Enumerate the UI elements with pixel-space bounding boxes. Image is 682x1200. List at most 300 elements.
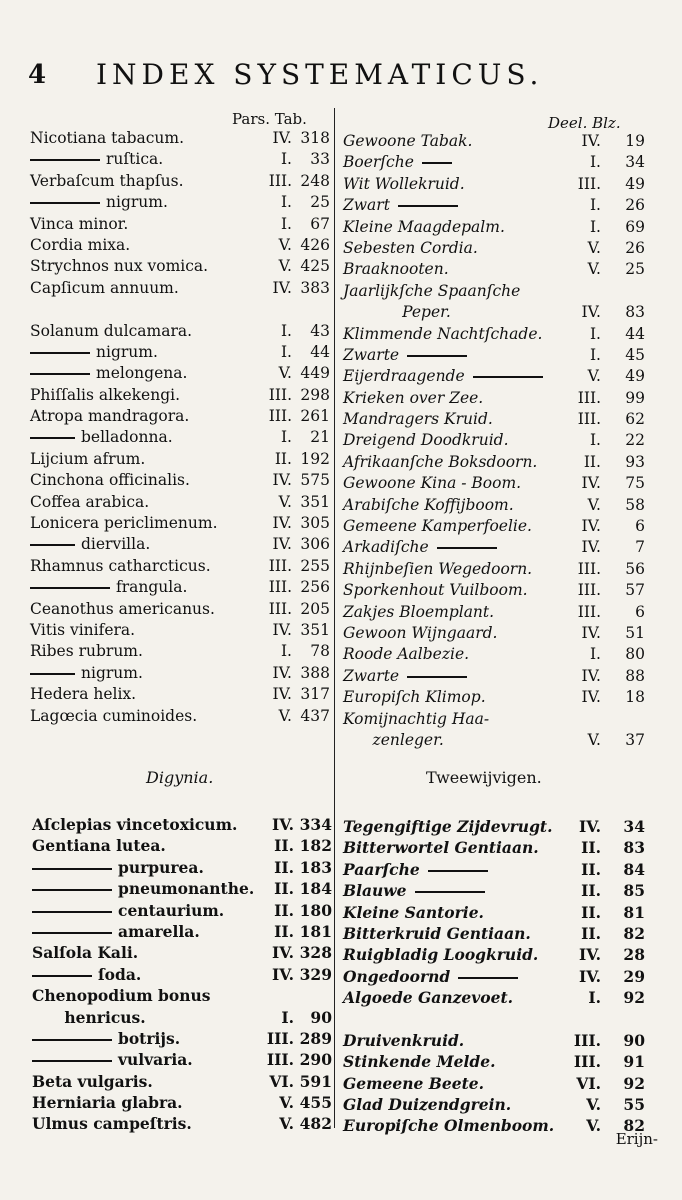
entry-text: Kleine Maagdepalm. xyxy=(343,217,505,236)
dutch-entry-name xyxy=(343,944,538,965)
index-entry xyxy=(30,470,330,491)
index-entry xyxy=(343,495,663,516)
latin-entry-name xyxy=(30,363,187,384)
dutch-entry-plate: 6 xyxy=(635,602,645,621)
index-entry xyxy=(32,1113,332,1134)
dutch-entry-plate: 28 xyxy=(623,945,645,965)
latin-entry-plate: 33 xyxy=(310,150,330,169)
latin-entry-name xyxy=(30,577,187,598)
latin-entry-plate: 43 xyxy=(310,321,330,340)
latin-entry-plate: 90 xyxy=(310,1007,332,1027)
digynia-dutch-list xyxy=(343,816,663,1137)
latin-entry-plate: 305 xyxy=(300,514,330,533)
latin-entry-name xyxy=(30,149,163,170)
index-entry xyxy=(343,174,663,195)
dutch-entry-part: IV. xyxy=(581,688,601,707)
latin-entry-name xyxy=(30,342,158,363)
dutch-entry-part: V. xyxy=(587,730,601,749)
entry-text: Tegengiftige Zijdevrugt. xyxy=(343,817,553,836)
latin-entry-part: V. xyxy=(279,1114,294,1134)
dutch-entry-part: II. xyxy=(581,881,601,901)
dutch-entry-name xyxy=(343,281,520,302)
dutch-entry-name xyxy=(343,259,449,280)
latin-entry-part: IV. xyxy=(272,663,292,682)
index-entry xyxy=(343,1051,663,1072)
ditto-dash xyxy=(32,975,92,977)
ditto-dash xyxy=(473,376,543,378)
index-entry xyxy=(30,299,330,320)
dutch-entry-plate: 62 xyxy=(625,410,645,429)
dutch-entry-name xyxy=(343,1073,484,1094)
latin-entry-name xyxy=(30,684,136,705)
latin-entry-name xyxy=(30,256,208,277)
dutch-entry-plate: 29 xyxy=(623,966,645,986)
entry-text: Kleine Santorie. xyxy=(343,902,484,922)
dutch-entry-part: II. xyxy=(583,452,601,471)
dutch-entry-part: III. xyxy=(577,559,601,578)
entry-text: Gewoone Kina - Boom. xyxy=(343,474,522,493)
index-entry xyxy=(32,942,332,963)
latin-entry-plate: 25 xyxy=(310,193,330,212)
ditto-dash xyxy=(422,162,452,164)
dutch-entry-part: V. xyxy=(587,495,601,514)
index-entry xyxy=(30,492,330,513)
dutch-entry-name xyxy=(343,730,444,751)
entry-text: Atropa mandragora. xyxy=(30,407,190,426)
entry-text: Lijcium afrum. xyxy=(30,449,146,468)
dutch-entry-name xyxy=(343,324,542,345)
ditto-dash xyxy=(30,373,90,375)
entry-text: belladonna. xyxy=(81,428,173,447)
index-entry xyxy=(30,513,330,534)
dutch-entry-plate: 80 xyxy=(625,645,645,664)
index-entry xyxy=(343,1094,663,1115)
ditto-dash xyxy=(32,1060,112,1062)
entry-text: Rhamnus catharcticus. xyxy=(30,556,211,575)
index-entry xyxy=(343,152,663,173)
latin-entry-plate: 351 xyxy=(300,492,330,511)
latin-entry-part: VI. xyxy=(269,1071,294,1091)
latin-entry-name xyxy=(30,534,150,555)
latin-entry-name xyxy=(32,1007,146,1028)
latin-entry-part: IV. xyxy=(272,815,294,834)
index-entry xyxy=(343,580,663,601)
index-entry xyxy=(30,641,330,662)
dutch-entry-plate: 92 xyxy=(623,1073,645,1093)
entry-text: Solanum dulcamara. xyxy=(30,321,193,340)
page-number: 4 xyxy=(28,60,47,90)
latin-entry-part: V. xyxy=(278,706,292,725)
entry-text: henricus. xyxy=(32,1007,146,1027)
dutch-entry-name xyxy=(343,217,505,238)
index-entry xyxy=(343,602,663,623)
latin-entry-name xyxy=(32,814,237,835)
dutch-entry-part: V. xyxy=(587,238,601,257)
dutch-entry-part: I. xyxy=(589,153,601,172)
latin-entry-plate: 329 xyxy=(299,964,332,984)
dutch-entry-name xyxy=(343,623,497,644)
dutch-entry-name xyxy=(343,473,521,494)
dutch-entry-plate: 26 xyxy=(625,238,645,257)
latin-entry-plate: 317 xyxy=(300,685,330,704)
latin-entry-name xyxy=(32,900,224,921)
latin-entry-name xyxy=(30,278,179,299)
dutch-entry-name xyxy=(343,1094,511,1115)
dutch-entry-name xyxy=(343,644,469,665)
dutch-entry-part: V. xyxy=(587,367,601,386)
index-entry xyxy=(343,516,663,537)
latin-entry-part: III. xyxy=(268,171,292,190)
dutch-entry-name xyxy=(343,495,514,516)
dutch-entry-plate: 34 xyxy=(625,153,645,172)
dutch-entry-name xyxy=(343,174,465,195)
index-entry xyxy=(343,217,663,238)
dutch-entry-part: IV. xyxy=(579,817,601,836)
section-heading-digynia: Digynia. xyxy=(146,768,214,787)
section-heading-tweewijvigen: Tweewijvigen. xyxy=(426,768,542,787)
dutch-entry-part: I. xyxy=(589,217,601,236)
dutch-entry-plate: 34 xyxy=(623,817,645,836)
latin-entry-name xyxy=(30,427,173,448)
latin-entry-plate: 182 xyxy=(299,836,332,856)
dutch-entry-name xyxy=(343,345,473,366)
catchword: Erijn- xyxy=(615,1130,658,1148)
index-entry xyxy=(32,878,332,899)
latin-entry-part: II. xyxy=(274,879,294,899)
index-entry xyxy=(32,1007,332,1028)
entry-text: Paarſche xyxy=(343,859,420,879)
entry-text: ſoda. xyxy=(98,964,142,984)
index-entry xyxy=(343,452,663,473)
index-entry xyxy=(343,859,663,880)
index-entry xyxy=(343,966,663,987)
latin-entry-plate: 248 xyxy=(300,171,330,190)
dutch-entry-name xyxy=(343,302,451,323)
index-entry xyxy=(343,666,663,687)
dutch-entry-plate: 25 xyxy=(625,260,645,279)
index-entry xyxy=(30,427,330,448)
entry-text: Gewoon Wijngaard. xyxy=(343,623,498,642)
index-entry xyxy=(343,816,663,837)
latin-entry-part: II. xyxy=(274,836,294,856)
latin-entry-plate: 449 xyxy=(300,364,330,383)
latin-entry-name xyxy=(32,1092,183,1113)
entry-text: Mandragers Kruid. xyxy=(343,410,493,429)
index-entry xyxy=(343,195,663,216)
dutch-entry-name xyxy=(343,902,484,923)
latin-entry-name xyxy=(30,321,192,342)
dutch-entry-plate: 82 xyxy=(623,923,645,943)
ditto-dash xyxy=(458,977,518,979)
latin-entry-plate: 290 xyxy=(299,1050,332,1070)
ditto-dash xyxy=(32,1039,112,1041)
latin-entry-part: IV. xyxy=(272,685,292,704)
ditto-dash xyxy=(30,587,110,589)
entry-text: centaurium. xyxy=(118,900,225,920)
dutch-entry-plate: 18 xyxy=(625,688,645,707)
latin-entry-part: IV. xyxy=(272,278,292,297)
index-entry xyxy=(32,1049,332,1070)
dutch-entry-name xyxy=(343,452,537,473)
index-entry xyxy=(343,409,663,430)
entry-text: Lonicera periclimenum. xyxy=(30,514,218,533)
monogynia-dutch-list xyxy=(343,131,663,751)
dutch-entry-plate: 45 xyxy=(625,345,645,364)
entry-text: Blauwe xyxy=(343,881,407,901)
entry-text: Lagœcia cuminoides. xyxy=(30,706,198,725)
index-entry xyxy=(30,684,330,705)
entry-text: Capſicum annuum. xyxy=(30,278,179,297)
latin-entry-part: II. xyxy=(274,900,294,920)
dutch-entry-part: IV. xyxy=(579,945,601,965)
latin-entry-part: III. xyxy=(268,578,292,597)
index-entry xyxy=(343,1030,663,1051)
entry-text: Chenopodium bonus xyxy=(32,986,211,1006)
latin-entry-part: IV. xyxy=(272,943,294,963)
index-entry xyxy=(30,599,330,620)
dutch-entry-plate: 44 xyxy=(625,324,645,343)
dutch-entry-part: III. xyxy=(577,388,601,407)
dutch-entry-plate: 7 xyxy=(635,538,645,557)
latin-entry-plate: 351 xyxy=(300,620,330,639)
entry-text: Ceanothus americanus. xyxy=(30,599,215,618)
dutch-entry-part: I. xyxy=(589,345,601,364)
index-entry xyxy=(343,259,663,280)
latin-entry-plate: 78 xyxy=(310,642,330,661)
index-entry xyxy=(30,256,330,277)
index-entry xyxy=(30,278,330,299)
index-entry xyxy=(30,406,330,427)
dutch-entry-name xyxy=(343,152,458,173)
dutch-entry-plate: 55 xyxy=(623,1095,645,1115)
entry-text: Klimmende Nachtſchade. xyxy=(343,324,543,343)
latin-entry-plate: 44 xyxy=(310,342,330,361)
index-entry xyxy=(30,577,330,598)
index-entry xyxy=(343,302,663,323)
index-entry xyxy=(343,923,663,944)
index-entry xyxy=(32,1028,332,1049)
entry-text: Gemeene Kamperfoelie. xyxy=(343,517,532,536)
entry-text: Jaarlijkſche Spaanſche xyxy=(343,281,521,300)
latin-entry-name xyxy=(30,492,149,513)
dutch-entry-plate: 49 xyxy=(625,367,645,386)
latin-entry-part: I. xyxy=(280,150,292,169)
latin-entry-part: I. xyxy=(280,342,292,361)
dutch-entry-plate: 91 xyxy=(623,1052,645,1072)
entry-text: Dreigend Doodkruid. xyxy=(343,431,509,450)
index-entry xyxy=(343,430,663,451)
dutch-entry-part: I. xyxy=(589,645,601,664)
dutch-entry-plate: 83 xyxy=(625,303,645,322)
entry-text: Sporkenhout Vuilboom. xyxy=(343,581,528,600)
latin-entry-part: III. xyxy=(268,556,292,575)
index-entry xyxy=(30,534,330,555)
index-entry xyxy=(343,837,663,858)
dutch-entry-plate: 82 xyxy=(623,1116,645,1136)
dutch-entry-part: I. xyxy=(589,324,601,343)
latin-entry-part: IV. xyxy=(272,964,294,984)
latin-entry-plate: 289 xyxy=(299,1028,332,1048)
entry-text: botrijs. xyxy=(118,1028,181,1048)
ditto-dash xyxy=(407,355,467,357)
latin-entry-plate: 183 xyxy=(299,857,332,877)
index-entry xyxy=(32,900,332,921)
latin-entry-name xyxy=(30,706,197,727)
index-entry xyxy=(30,128,330,149)
dutch-entry-name xyxy=(343,238,478,259)
latin-entry-name xyxy=(30,470,190,491)
latin-entry-plate: 205 xyxy=(300,599,330,618)
ditto-dash xyxy=(437,547,497,549)
entry-text: Algoede Ganzevoet. xyxy=(343,988,514,1008)
latin-entry-name xyxy=(30,449,145,470)
latin-entry-plate: 21 xyxy=(310,428,330,447)
dutch-entry-part: I. xyxy=(588,988,601,1008)
latin-entry-plate: 255 xyxy=(300,556,330,575)
entry-text: Cordia mixa. xyxy=(30,235,131,254)
dutch-entry-plate: 57 xyxy=(625,581,645,600)
entry-text: Strychnos nux vomica. xyxy=(30,257,209,276)
latin-entry-name xyxy=(30,128,184,149)
latin-entry-part: III. xyxy=(268,407,292,426)
index-entry xyxy=(30,235,330,256)
ditto-dash xyxy=(415,891,485,893)
index-entry xyxy=(343,1073,663,1094)
index-entry xyxy=(343,131,663,152)
latin-entry-part: I. xyxy=(280,642,292,661)
dutch-entry-part: III. xyxy=(577,581,601,600)
dutch-entry-name xyxy=(343,709,489,730)
entry-text: Phiſſalis alkekengi. xyxy=(30,385,180,404)
dutch-entry-part: III. xyxy=(577,602,601,621)
latin-entry-part: II. xyxy=(274,449,292,468)
dutch-entry-part: V. xyxy=(586,1095,601,1115)
entry-text: Gemeene Beete. xyxy=(343,1073,484,1093)
left-column-header: Pars. Tab. xyxy=(232,110,307,128)
index-entry xyxy=(343,880,663,901)
latin-entry-name xyxy=(32,857,204,878)
latin-entry-part: IV. xyxy=(272,514,292,533)
entry-text: nigrum. xyxy=(106,193,168,212)
latin-entry-name xyxy=(30,385,180,406)
latin-entry-part: IV. xyxy=(272,129,292,147)
index-entry xyxy=(343,987,663,1008)
latin-entry-part: V. xyxy=(278,257,292,276)
latin-entry-plate: 298 xyxy=(300,385,330,404)
dutch-entry-name xyxy=(343,923,531,944)
entry-text: Glad Duizendgrein. xyxy=(343,1095,512,1115)
latin-entry-name xyxy=(32,835,166,856)
dutch-entry-part: II. xyxy=(581,838,601,858)
index-entry xyxy=(32,1092,332,1113)
index-entry xyxy=(30,385,330,406)
entry-text: Ulmus campeſtris. xyxy=(32,1114,192,1134)
ditto-dash xyxy=(30,437,75,439)
dutch-entry-plate: 51 xyxy=(625,623,645,642)
latin-entry-plate: 192 xyxy=(300,449,330,468)
latin-entry-name xyxy=(30,513,218,534)
dutch-entry-part: II. xyxy=(581,902,601,922)
dutch-entry-part: IV. xyxy=(581,517,601,536)
latin-entry-part: V. xyxy=(278,235,292,254)
dutch-entry-plate: 83 xyxy=(623,838,645,858)
dutch-entry-name xyxy=(343,837,539,858)
index-entry xyxy=(32,1071,332,1092)
latin-entry-part: I. xyxy=(280,428,292,447)
ditto-dash xyxy=(32,868,112,870)
entry-text: pneumonanthe. xyxy=(118,879,255,899)
entry-text: Krieken over Zee. xyxy=(343,388,484,407)
entry-text: Ribes rubrum. xyxy=(30,642,143,661)
latin-entry-name xyxy=(30,235,130,256)
entry-text: Ruigbladig Loogkruid. xyxy=(343,945,539,965)
entry-text: Vitis vinifera. xyxy=(30,620,136,639)
entry-text: ruſtica. xyxy=(106,150,164,169)
dutch-entry-name xyxy=(343,859,494,880)
latin-entry-name xyxy=(30,599,215,620)
entry-text: Gewoone Tabak. xyxy=(343,132,473,150)
entry-text: Komijnachtig Haa- xyxy=(343,709,490,728)
latin-entry-part: I. xyxy=(280,193,292,212)
index-entry xyxy=(30,449,330,470)
index-entry xyxy=(343,902,663,923)
index-entry xyxy=(30,363,330,384)
latin-entry-part: I. xyxy=(280,321,292,340)
index-entry xyxy=(32,857,332,878)
entry-text: Bitterwortel Gentiaan. xyxy=(343,838,539,858)
dutch-entry-plate: 49 xyxy=(625,174,645,193)
dutch-entry-name xyxy=(343,880,491,901)
ditto-dash xyxy=(30,544,75,546)
dutch-entry-name xyxy=(343,430,509,451)
entry-text: zenleger. xyxy=(343,730,444,749)
latin-entry-plate: 455 xyxy=(299,1093,332,1113)
ditto-dash xyxy=(30,352,90,354)
dutch-entry-part: III. xyxy=(573,1030,601,1050)
latin-entry-plate: 67 xyxy=(310,214,330,233)
index-entry xyxy=(32,814,332,835)
index-entry xyxy=(32,964,332,985)
dutch-entry-part: IV. xyxy=(581,666,601,685)
page-title: INDEX SYSTEMATICUS. xyxy=(96,58,544,91)
entry-text: purpurea. xyxy=(118,857,204,877)
latin-entry-part: IV. xyxy=(272,535,292,554)
latin-entry-name xyxy=(30,620,135,641)
latin-entry-name xyxy=(32,1113,192,1134)
dutch-entry-plate: 26 xyxy=(625,196,645,215)
entry-text: Hedera helix. xyxy=(30,685,137,704)
index-entry xyxy=(343,537,663,558)
dutch-entry-part: I. xyxy=(589,196,601,215)
latin-entry-name xyxy=(30,406,189,427)
latin-entry-plate: 334 xyxy=(299,815,332,834)
dutch-entry-plate: 99 xyxy=(625,388,645,407)
latin-entry-part: V. xyxy=(278,364,292,383)
index-entry xyxy=(32,985,332,1006)
dutch-entry-plate: 84 xyxy=(623,859,645,879)
dutch-entry-name xyxy=(343,966,524,987)
ditto-dash xyxy=(32,911,112,913)
entry-text: Stinkende Melde. xyxy=(343,1052,496,1072)
entry-text: Arkadiſche xyxy=(343,538,429,557)
latin-entry-name xyxy=(32,985,211,1006)
index-entry xyxy=(343,473,663,494)
entry-text: Europiſch Klimop. xyxy=(343,688,486,707)
dutch-entry-name xyxy=(343,987,513,1008)
latin-entry-name xyxy=(30,641,143,662)
entry-text: nigrum. xyxy=(96,342,158,361)
entry-text: Afrikaanſche Boksdoorn. xyxy=(343,452,538,471)
